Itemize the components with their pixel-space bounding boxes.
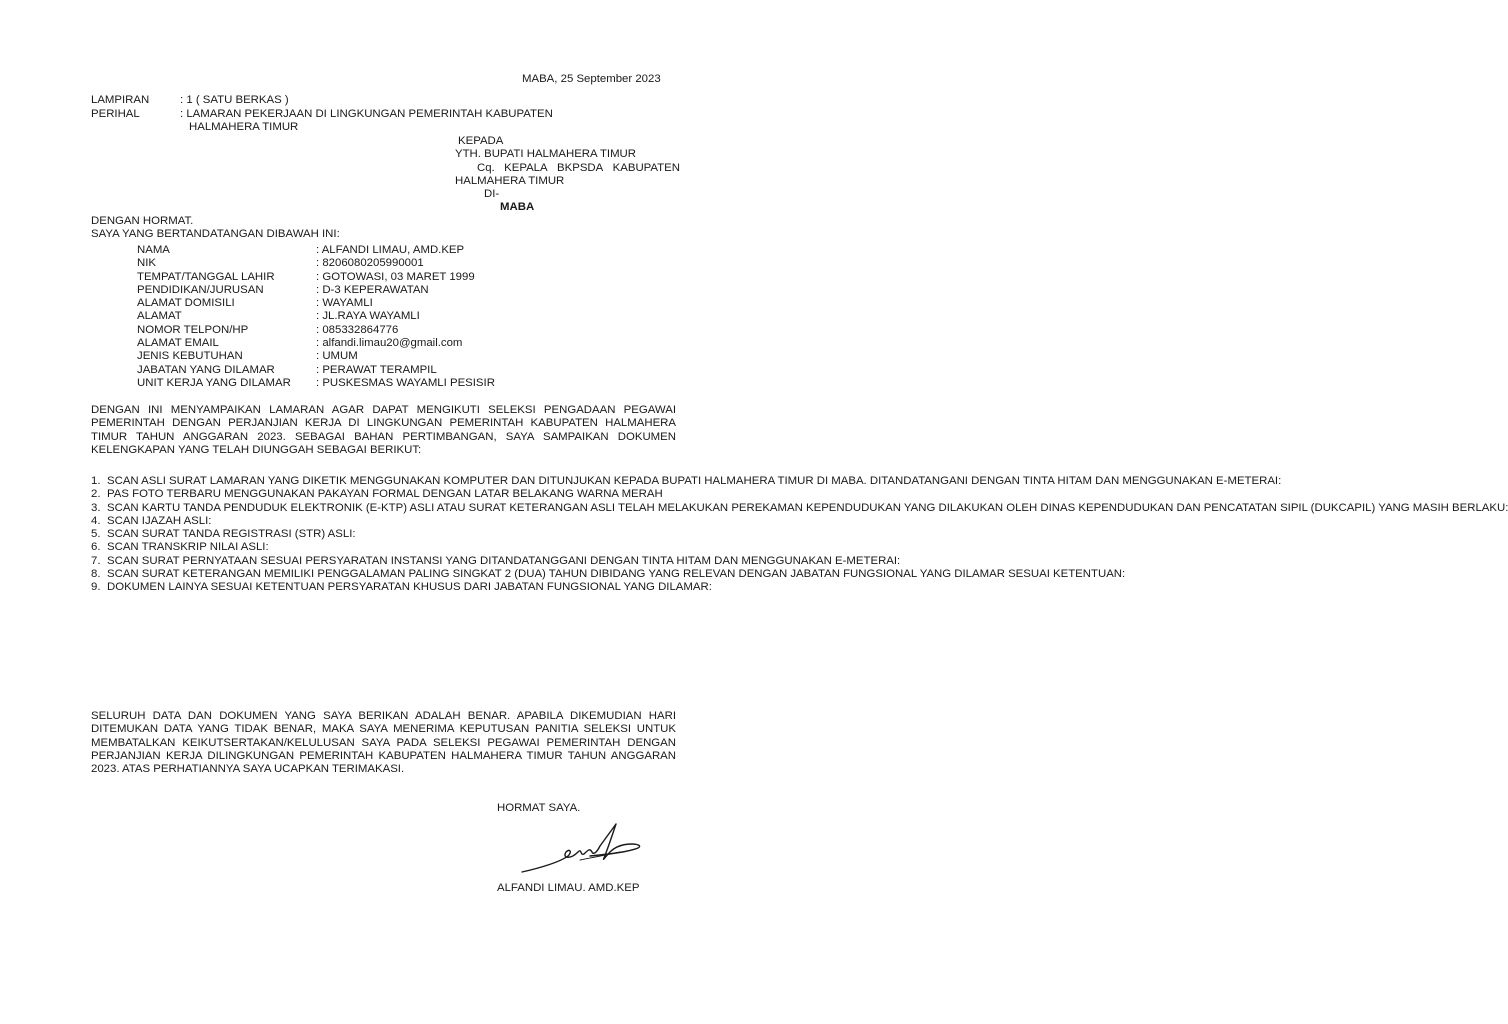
list-text: SCAN SURAT PERNYATAAN SESUAI PERSYARATAN INSTANSI YANG DITANDATANGGANI DENGAN TINTA HITAM DAN MENGGUNAKAN E-METERAI: (107, 554, 901, 567)
recipient-cq-line (455, 162, 680, 175)
list-item (91, 568, 1126, 581)
list-text: SCAN TRANSKRIP NILAI ASLI: (107, 541, 269, 554)
list-number: 1. (91, 475, 101, 487)
field-label: ALAMAT DOMISILI (137, 297, 235, 310)
list-item (91, 475, 1282, 488)
field-value: : UMUM (316, 350, 358, 363)
place-date: MABA, 25 September 2023 (522, 73, 661, 85)
recipient-cq-word: KEPALA (504, 161, 548, 174)
field-value: : GOTOWASI, 03 MARET 1999 (316, 270, 475, 283)
perihal-value-continued: HALMAHERA TIMUR (189, 121, 299, 133)
document-list (91, 475, 1508, 595)
list-item (91, 501, 1508, 515)
list-number: 7. (91, 554, 101, 567)
greeting: DENGAN HORMAT. (91, 215, 194, 227)
recipient-block (455, 135, 680, 215)
closing: HORMAT SAYA. (497, 802, 581, 814)
signature-image (520, 822, 645, 880)
recipient-kepada: KEPADA (458, 135, 504, 147)
recipient-di: DI- (484, 188, 500, 201)
field-value: : alfandi.limau20@gmail.com (316, 337, 463, 350)
list-text: DOKUMEN LAINYA SESUAI KETENTUAN PERSYARATAN KHUSUS DARI JABATAN FUNGSIONAL YANG DILAMAR: (107, 581, 712, 594)
lampiran-label: LAMPIRAN (91, 94, 150, 106)
declaration-paragraph: SELURUH DATA DAN DOKUMEN YANG SAYA BERIKAN ADALAH BENAR. APABILA DIKEMUDIAN HARI DITEMUKAN DATA YANG TIDAK BENAR, MAKA SAYA MENERIMA KEPUTUSAN PANITIA SELEKSI UNTUK MEMBATALKAN KEIKUTSERTAKAN/KELULUSAN SAYA PADA SELEKSI PEGAWAI PEMERINTAH DENGAN PERJANJIAN KERJA DILINGKUNGAN PEMERINTAH KABUPATEN HALMAHERA TIMUR TAHUN ANGGARAN 2023. ATAS PERHATIANNYA SAYA UCAPKAN TERIMAKASI. (91, 710, 676, 776)
list-item (91, 541, 676, 554)
list-text: SCAN IJAZAH ASLI: (107, 514, 212, 527)
list-number: 5. (91, 528, 101, 541)
intro-line: SAYA YANG BERTANDATANGAN DIBAWAH INI: (91, 228, 340, 241)
field-label: JENIS KEBUTUHAN (137, 350, 243, 363)
recipient-cq-word: Cq. (477, 161, 495, 174)
recipient-cq-word: BKPSDA (557, 161, 604, 174)
recipient-cq-continued: HALMAHERA TIMUR (455, 174, 565, 187)
field-value: : PERAWAT TERAMPIL (316, 363, 437, 376)
list-item (91, 581, 712, 594)
field-label: UNIT KERJA YANG DILAMAR (137, 376, 291, 389)
perihal-label: PERIHAL (91, 108, 140, 120)
signer-name: ALFANDI LIMAU. AMD.KEP (497, 882, 640, 894)
list-text: SCAN KARTU TANDA PENDUDUK ELEKTRONIK (E-KTP) ASLI ATAU SURAT KETERANGAN ASLI TELAH MELAKUKAN PEREKAMAN KEPENDUDUKAN YANG DILAKUKAN OLEH DINAS KEPENDUDUKAN DAN PENCATATAN SIPIL (DUKCAPIL) YANG MASIH BERLAKU: (107, 501, 1508, 514)
list-text: PAS FOTO TERBARU MENGGUNAKAN PAKAYAN FORMAL DENGAN LATAR BELAKANG WARNA MERAH (107, 488, 663, 501)
field-label: PENDIDIKAN/JURUSAN (137, 283, 264, 296)
field-value: : ALFANDI LIMAU, AMD.KEP (316, 244, 465, 256)
field-value: : D-3 KEPERAWATAN (316, 283, 429, 296)
list-number: 8. (91, 568, 101, 581)
field-label: JABATAN YANG DILAMAR (137, 363, 275, 376)
list-number: 4. (91, 514, 101, 527)
field-label: NIK (137, 257, 156, 270)
list-text: SCAN SURAT TANDA REGISTRASI (STR) ASLI: (107, 528, 356, 541)
list-item (91, 554, 901, 568)
list-number: 3. (91, 501, 101, 514)
field-label: ALAMAT (137, 310, 182, 323)
field-label: NAMA (137, 244, 170, 256)
recipient-cq-word: KABUPATEN (612, 161, 680, 174)
lampiran-value: : 1 ( SATU BERKAS ) (180, 94, 289, 106)
list-item (91, 515, 676, 528)
field-value: : PUSKESMAS WAYAMLI PESISIR (316, 376, 495, 389)
list-number: 6. (91, 541, 101, 554)
field-label: TEMPAT/TANGGAL LAHIR (137, 270, 275, 283)
list-text: SCAN SURAT KETERANGAN MEMILIKI PENGGALAMAN PALING SINGKAT 2 (DUA) TAHUN DIBIDANG YANG RELEVAN DENGAN JABATAN FUNGSIONAL YANG DILAMAR SESUAI KETENTUAN: (107, 568, 1126, 581)
list-item (91, 528, 676, 541)
field-value: : 085332864776 (316, 323, 399, 336)
field-value: : 8206080205990001 (316, 257, 424, 270)
greeting-block (91, 215, 340, 242)
field-value: : WAYAMLI (316, 297, 373, 310)
field-value: : JL.RAYA WAYAMLI (316, 310, 420, 323)
list-item (91, 488, 676, 501)
list-number: 2. (91, 488, 101, 501)
list-number: 9. (91, 581, 101, 594)
list-text: SCAN ASLI SURAT LAMARAN YANG DIKETIK MENGGUNAKAN KOMPUTER DAN DITUNJUKAN KEPADA BUPATI HALMAHERA TIMUR DI MABA. DITANDATANGANI DENGAN TINTA HITAM DAN MENGGUNAKAN E-METERAI: (107, 475, 1282, 487)
recipient-title: YTH. BUPATI HALMAHERA TIMUR (455, 148, 637, 161)
perihal-value: : LAMARAN PEKERJAAN DI LINGKUNGAN PEMERINTAH KABUPATEN (180, 108, 553, 120)
field-label: NOMOR TELPON/HP (137, 323, 249, 336)
recipient-city: MABA (500, 201, 535, 214)
application-paragraph: DENGAN INI MENYAMPAIKAN LAMARAN AGAR DAPAT MENGIKUTI SELEKSI PENGADAAN PEGAWAI PEMERINTAH DENGAN PERJANJIAN KERJA DI LINGKUNGAN PEMERINTAH KABUPATEN HALMAHERA TIMUR TAHUN ANGGARAN 2023. SEBAGAI BAHAN PERTIMBANGAN, SAYA SAMPAIKAN DOKUMEN KELENGKAPAN YANG TELAH DIUNGGAH SEBAGAI BERIKUT: (91, 404, 676, 456)
field-label: ALAMAT EMAIL (137, 337, 219, 350)
